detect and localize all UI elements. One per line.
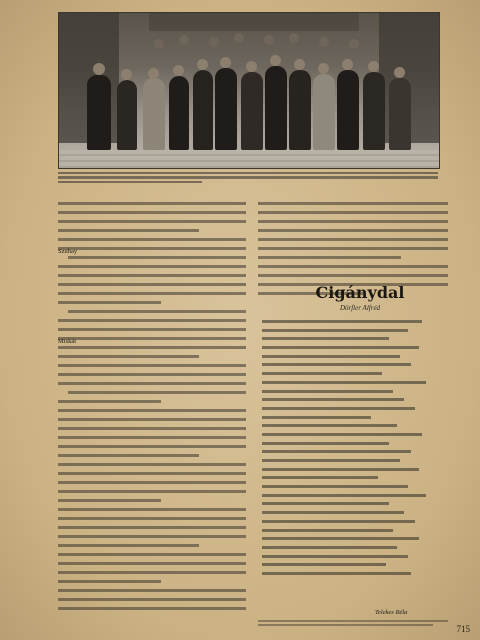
inline-name-szuhay: Szuhay: [58, 248, 78, 255]
photo-caption: [58, 170, 438, 185]
photo-steps: [59, 150, 439, 168]
poem-title: Cigánydal: [315, 283, 405, 302]
page-number: 715: [456, 624, 470, 634]
footnote: [258, 618, 448, 628]
group-photo: [58, 12, 440, 169]
poem-signature: Telekes Béla: [375, 609, 408, 616]
poem-body: [262, 320, 444, 581]
inline-name-miskat: Miskát: [58, 338, 77, 345]
left-text-column: [58, 202, 246, 616]
poem-author: Dörfler Alfréd: [339, 304, 381, 312]
